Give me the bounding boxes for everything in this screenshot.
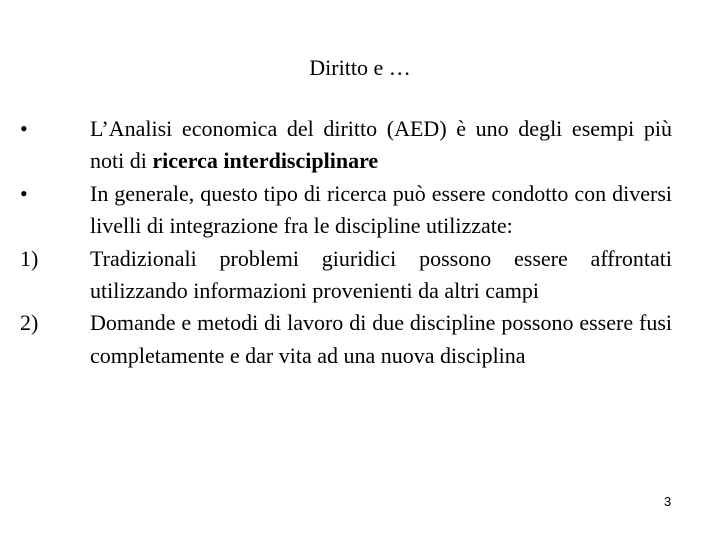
numbered-text: Tradizionali problemi giuridici possono essere affrontati utilizzando informazioni provenienti da altri campi [90,245,672,304]
numbered-text: Domande e metodi di lavoro di due discipline possono essere fusi completamente e dar vita ad una nuova disciplina [90,310,672,368]
numbered-item [20,307,672,372]
bullet-text: L’Analisi economica del diritto (AED) è uno degli esempi più noti di [90,116,672,174]
page-number: 3 [664,494,672,509]
bullet-item [20,178,672,243]
bullet-marker: • [20,180,28,206]
bullet-text: In generale, questo tipo di ricerca può essere condotto con diversi livelli di integrazione fra le discipline utilizzate: [90,180,672,239]
bullet-item [20,113,672,178]
numbered-item [20,243,672,308]
bullet-marker: • [20,116,28,141]
slide-title: Diritto e … [309,55,411,80]
bullet-bold-text: ricerca interdisciplinare [152,148,379,174]
number-marker: 1) [20,245,39,271]
slide-body [20,113,672,372]
number-marker: 2) [20,310,39,336]
